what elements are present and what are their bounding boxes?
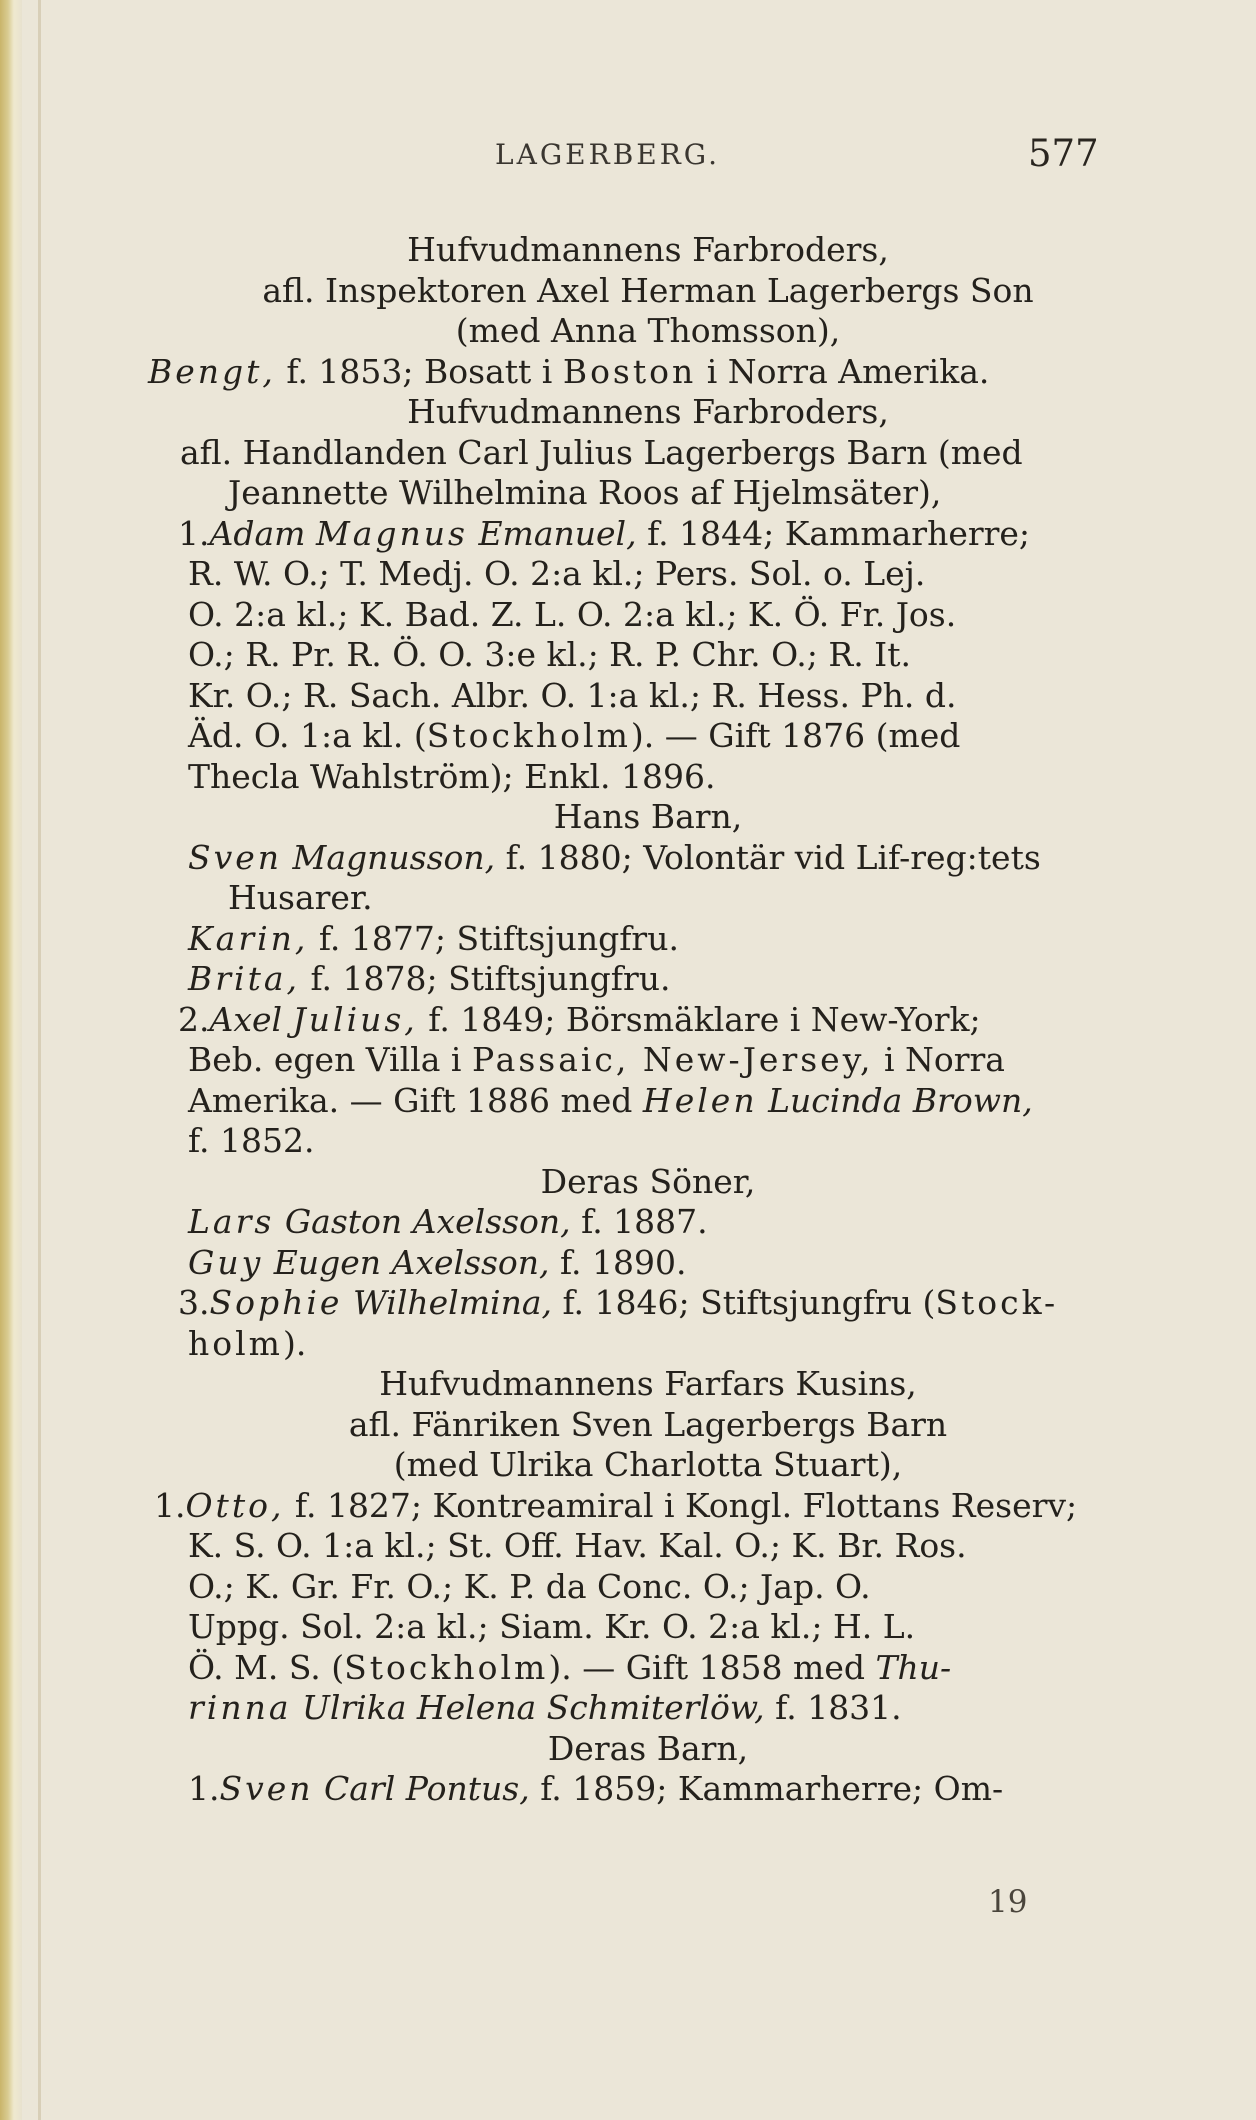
heading-farbroders: Hufvudmannens Farbroders, xyxy=(407,230,889,269)
signature-mark: 19 xyxy=(988,1884,1028,1920)
text-line: Amerika. — Gift 1886 med Helen Lucinda Brown, xyxy=(188,1081,1033,1120)
entry-otto: 1.Otto, f. 1827; Kontreamiral i Kongl. Flottans Reserv; xyxy=(154,1486,1078,1525)
entry-guy: Guy Eugen Axelsson, f. 1890. xyxy=(188,1243,687,1282)
text-line: holm). xyxy=(188,1324,307,1363)
heading-hans-barn: Hans Barn, xyxy=(553,797,743,836)
heading-farfars-kusins: Hufvudmannens Farfars Kusins, xyxy=(379,1364,917,1403)
entry-axel: 2.Axel Julius, f. 1849; Börsmäklare i New-York; xyxy=(178,1000,981,1039)
text-line: rinna Ulrika Helena Schmiterlöw, f. 1831. xyxy=(188,1688,902,1727)
entry-sven-carl: 1.Sven Carl Pontus, f. 1859; Kammarherre; Om- xyxy=(188,1769,1004,1808)
text-line: Jeannette Wilhelmina Roos af Hjelmsäter), xyxy=(228,473,942,512)
text-line: (med Ulrika Charlotta Stuart), xyxy=(393,1445,903,1484)
text-line: f. 1852. xyxy=(188,1121,315,1160)
entry-karin: Karin, f. 1877; Stiftsjungfru. xyxy=(188,919,679,958)
entry-sven: Sven Magnusson, f. 1880; Volontär vid Lif-reg:tets xyxy=(188,838,1041,877)
text-line: Kr. O.; R. Sach. Albr. O. 1:a kl.; R. Hess. Ph. d. xyxy=(188,676,957,715)
page-number: 577 xyxy=(1028,132,1099,175)
text-line: Ö. M. S. (Stockholm). — Gift 1858 med Thu- xyxy=(188,1648,952,1687)
text-line: afl. Fänriken Sven Lagerbergs Barn xyxy=(348,1405,948,1444)
entry-adam: 1.Adam Magnus Emanuel, f. 1844; Kammarherre; xyxy=(178,514,1031,553)
text-line: Husarer. xyxy=(228,878,373,917)
text-line: R. W. O.; T. Medj. O. 2:a kl.; Pers. Sol. o. Lej. xyxy=(188,554,926,593)
text-line: (med Anna Thomsson), xyxy=(455,311,841,350)
text-line: O.; R. Pr. R. Ö. O. 3:e kl.; R. P. Chr. O.; R. It. xyxy=(188,635,911,674)
text-line: Beb. egen Villa i Passaic, New-Jersey, i Norra xyxy=(188,1040,1005,1079)
text-line: Uppg. Sol. 2:a kl.; Siam. Kr. O. 2:a kl.; H. L. xyxy=(188,1607,916,1646)
running-head: LAGERBERG. xyxy=(495,138,721,171)
entry-sophie: 3.Sophie Wilhelmina, f. 1846; Stiftsjungfru (Stock- xyxy=(178,1283,1059,1322)
text-line: K. S. O. 1:a kl.; St. Off. Hav. Kal. O.; K. Br. Ros. xyxy=(188,1526,967,1565)
entry-bengt: Bengt, f. 1853; Bosatt i Boston i Norra Amerika. xyxy=(148,352,990,391)
entry-lars: Lars Gaston Axelsson, f. 1887. xyxy=(188,1202,708,1241)
entry-brita: Brita, f. 1878; Stiftsjungfru. xyxy=(188,959,671,998)
text-line: Äd. O. 1:a kl. (Stockholm). — Gift 1876 (med xyxy=(188,716,961,755)
heading-deras-soner: Deras Söner, xyxy=(540,1162,756,1201)
heading-deras-barn: Deras Barn, xyxy=(547,1729,749,1768)
text-line: Thecla Wahlström); Enkl. 1896. xyxy=(188,757,716,796)
text-line: afl. Inspektoren Axel Herman Lagerbergs Son xyxy=(262,271,1034,310)
text-line: O.; K. Gr. Fr. O.; K. P. da Conc. O.; Jap. O. xyxy=(188,1567,871,1606)
text-line: afl. Handlanden Carl Julius Lagerbergs Barn (med xyxy=(180,433,1023,472)
heading-farbroders: Hufvudmannens Farbroders, xyxy=(407,392,889,431)
text-line: O. 2:a kl.; K. Bad. Z. L. O. 2:a kl.; K. Ö. Fr. Jos. xyxy=(188,595,957,634)
